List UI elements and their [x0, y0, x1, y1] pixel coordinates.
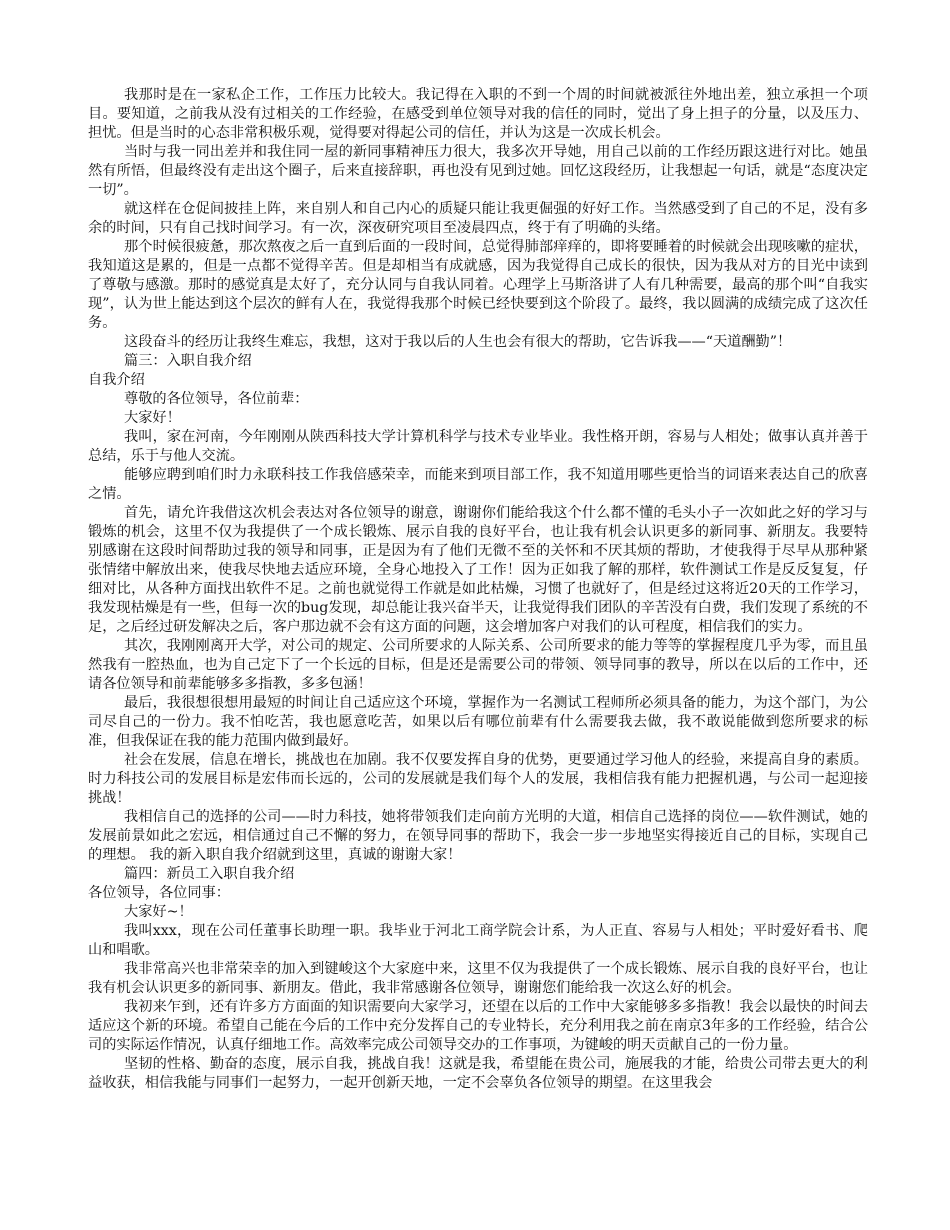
paragraph: 篇三：入职自我介绍: [124, 353, 252, 369]
paragraph: 首先，请允许我借这次机会表达对各位领导的谢意，谢谢你们能给我这个什么都不懂的毛头小子一次如此之好的学习与锻炼的机会，这里不仅为我提供了一个成长锻炼、展示自我的良好平台，也让我有机会认识更多的新同事、新朋友。我要特别感谢在这段时间帮助过我的领导和同事，正是因为有了他们无微不至的关怀和不厌其烦的帮助，才使我得于尽早从那种紧张情绪中解放出来，使我尽快地去适应环境，全身心地投入了工作！因为正如我了解的那样，软件测试工作是反反复复，仔细对比，从各种方面找出软件不足。之前也就觉得工作就是如此枯燥，习惯了也就好了，但是经过这将近20天的工作学习，我发现枯燥是有一些，但每一次的bug发现，却总能让我兴奋半天，让我觉得我们团队的辛苦没有白费，我们发现了系统的不足，之后经过研发解决之后，客户那边就不会有这方面的问题，这会增加客户对我们的认可程度，相信我们的实力。: [88, 505, 868, 635]
paragraph: 那个时候很疲惫，那次熬夜之后一直到后面的一段时间，总觉得肺部痒痒的，即将要睡着的时候就会出现咳嗽的症状，我知道这是累的，但是一点都不觉得辛苦。但是却相当有成就感，因为我觉得自己成长的很快，因为我从对方的目光中读到了尊敬与感激。那时的感觉真是太好了，充分认同与自我认同着。心理学上马斯洛讲了人有几种需要，最高的那个叫“自我实现”，认为世上能达到这个层次的鲜有人在，我觉得我那个时候已经快要到这个阶段了。最终，我以圆满的成绩完成了这次任务。: [88, 239, 868, 331]
paragraph: 我叫，家在河南，今年刚刚从陕西科技大学计算机科学与技术专业毕业。我性格开朗，容易与人相处；做事认真并善于总结，乐于与他人交流。: [88, 429, 868, 464]
paragraph: 这段奋斗的经历让我终生难忘，我想，这对于我以后的人生也会有很大的帮助，它告诉我——“天道酬勤”！: [124, 334, 792, 350]
paragraph: 篇四：新员工入职自我介绍: [124, 866, 295, 882]
paragraph: 尊敬的各位领导，各位前辈：: [124, 391, 309, 407]
paragraph: 社会在发展，信息在增长，挑战也在加剧。我不仅要发挥自身的优势，更要通过学习他人的经验，来提高自身的素质。时力科技公司的发展目标是宏伟而长远的，公司的发展就是我们每个人的发展，我相信我有能力把握机遇，与公司一起迎接挑战！: [88, 752, 868, 806]
paragraph: 各位领导，各位同事：: [88, 885, 230, 901]
paragraph: 当时与我一同出差并和我住同一屋的新同事精神压力很大，我多次开导她，用自己以前的工作经历跟这进行对比。她虽然有所悟，但最终没有走出这个圈子，后来直接辞职，再也没有见到过她。回忆这段经历，让我想起一句话，就是“态度决定一切”。: [88, 144, 868, 198]
paragraph: 其次，我刚刚离开大学，对公司的规定、公司所要求的人际关系、公司所要求的能力等等的掌握程度几乎为零，而且虽然我有一腔热血，也为自己定下了一个长远的目标，但是还是需要公司的带领、领导同事的教导，所以在以后的工作中，还请各位领导和前辈能够多多指教，多多包涵！: [88, 638, 868, 692]
paragraph: 我那时是在一家私企工作，工作压力比较大。我记得在入职的不到一个周的时间就被派往外地出差，独立承担一个项目。要知道，之前我从没有过相关的工作经验，在感受到单位领导对我的信任的同时，觉出了身上担子的分量，以及压力、担忧。但是当时的心态非常积极乐观，觉得要对得起公司的信任，并认为这是一次成长机会。: [88, 87, 868, 141]
paragraph: 我初来乍到，还有许多方方面面的知识需要向大家学习，还望在以后的工作中大家能够多多指教！我会以最快的时间去适应这个新的环境。希望自己能在今后的工作中充分发挥自己的专业特长，充分利用我之前在南京3年多的工作经验，结合公司的实际运作情况，认真仔细地工作。高效率完成公司领导交办的工作事项，为键峻的明天贡献自己的一份力量。: [88, 999, 868, 1053]
paragraph: 自我介绍: [88, 372, 145, 388]
document-body: [88, 86, 868, 1093]
paragraph: 就这样在仓促间披挂上阵，来自别人和自己内心的质疑只能让我更倔强的好好工作。当然感受到了自己的不足，没有多余的时间，只有自己找时间学习。有一次，深夜研究项目至凌晨四点，终于有了明确的头绪。: [88, 201, 868, 236]
paragraph: 我叫xxx，现在公司任董事长助理一职。我毕业于河北工商学院会计系，为人正直、容易与人相处；平时爱好看书、爬山和唱歌。: [88, 923, 868, 958]
paragraph: 我相信自己的选择的公司——时力科技，她将带领我们走向前方光明的大道，相信自己选择的岗位——软件测试，她的发展前景如此之宏远，相信通过自己不懈的努力，在领导同事的帮助下，我会一步一步地坚实得接近自己的目标，实现自己的理想。 我的新入职自我介绍就到这里，真诚的谢谢大家！: [88, 809, 868, 863]
paragraph: 大家好！: [124, 410, 181, 426]
paragraph: 能够应聘到咱们时力永联科技工作我倍感荣幸，而能来到项目部工作，我不知道用哪些更恰当的词语来表达自己的欣喜之情。: [88, 467, 868, 502]
paragraph: 我非常高兴也非常荣幸的加入到键峻这个大家庭中来，这里不仅为我提供了一个成长锻炼、展示自我的良好平台，也让我有机会认识更多的新同事、新朋友。借此，我非常感谢各位领导，谢谢您们能给我一次这么好的机会。: [88, 961, 868, 996]
paragraph: 大家好~！: [124, 904, 193, 920]
paragraph: 坚韧的性格、勤奋的态度，展示自我，挑战自我！这就是我，希望能在贵公司，施展我的才能，给贵公司带去更大的利益收获，相信我能与同事们一起努力，一起开创新天地，一定不会辜负各位领导的期望。在这里我会: [88, 1056, 868, 1091]
paragraph: 最后，我很想很想用最短的时间让自己适应这个环境，掌握作为一名测试工程师所必须具备的能力，为这个部门，为公司尽自己的一份力。我不怕吃苦，我也愿意吃苦，如果以后有哪位前辈有什么需要我去做，我不敢说能做到您所要求的标准，但我保证在我的能力范围内做到最好。: [88, 695, 868, 749]
